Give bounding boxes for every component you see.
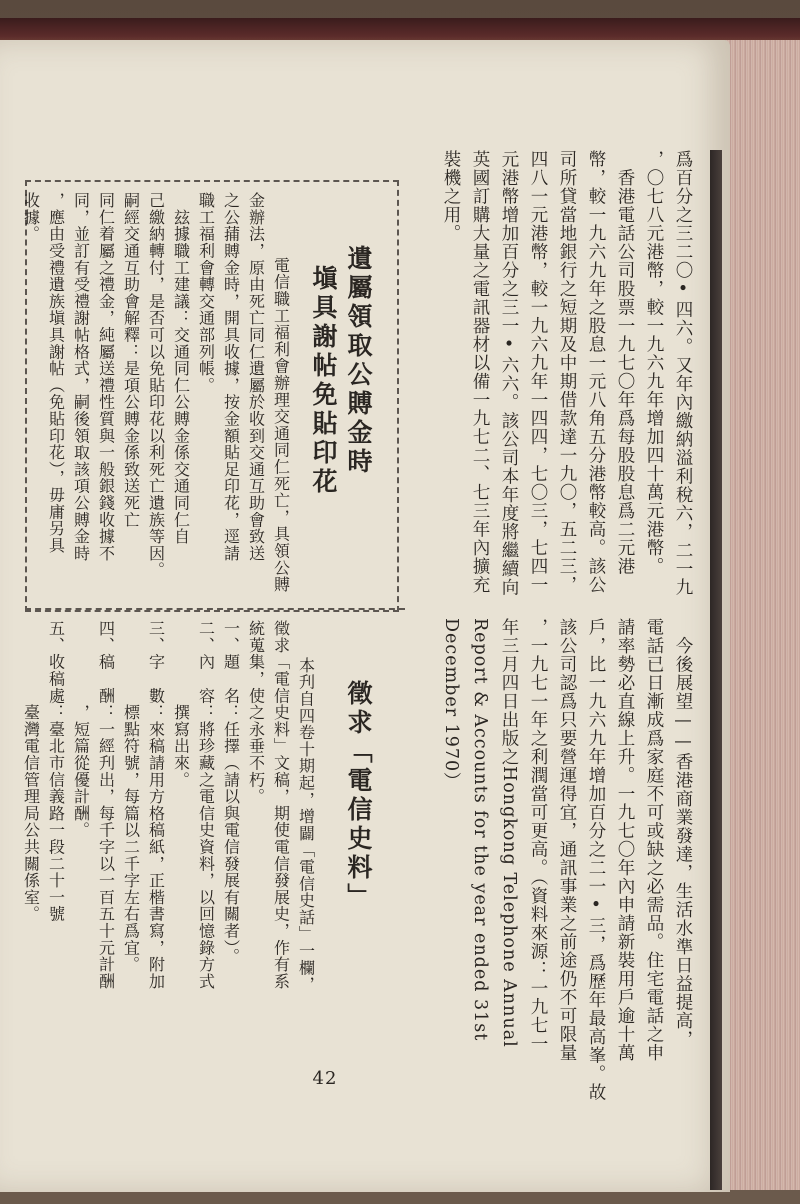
text-column: 己繳納轉付，是否可以免貼印花以利死亡遺族等因。: [146, 192, 166, 579]
text-column: 五、收稿處：臺北市信義路一段二十一號: [46, 620, 66, 923]
text-column: 撰寫出來。: [171, 620, 191, 788]
text-column: 電信職工福利會辦理交通同仁死亡，具領公賻: [271, 240, 291, 593]
text-column: 標點符號，每篇以二千字左右爲宜。: [121, 620, 141, 973]
text-column: 該公司認爲只要營運得宜，通訊事業之前途仍不可限量: [557, 618, 577, 1062]
text-column: 四八一元港幣，較一九六九年一四四，七〇三，七四一: [528, 150, 548, 594]
text-column: 司所貸當地銀行之短期及中期借款達一九〇，五二三，: [557, 150, 577, 594]
text-column: 香港電話公司股票一九七〇年爲每股股息爲二元港: [615, 150, 635, 576]
call-for-papers-title: 徵求「電信史料」: [344, 680, 373, 912]
notice-title-line-2: 塡具謝帖免貼印花: [309, 265, 338, 497]
text-column: December 1970）: [441, 618, 461, 791]
text-column: 四、稿 酬：一經刋出，每千字以一百五十元計酬: [96, 620, 116, 990]
text-column: 金辦法，原由死亡同仁遺屬於收到交通互助會致送: [246, 192, 266, 562]
text-column: 今後展望——香港商業發達，生活水準日益提高，: [673, 618, 693, 1049]
text-column: 裝機之用。: [441, 150, 461, 243]
text-column: 臺灣電信管理局公共關係室。: [21, 620, 41, 923]
text-column: ，短篇從優計酬。: [71, 620, 91, 839]
text-column: 英國訂購大量之電訊器材以備一九七二、七三年內擴充: [470, 150, 490, 594]
text-column: 元港幣增加百分之三一•六六。該公司本年度將繼續向: [499, 150, 519, 597]
text-column: 戶，比一九六九年增加百分之二一•三，爲歷年最高峯。故: [586, 618, 606, 1102]
text-column: ，一九七一年之利潤當可更高。（資料來源：一九七一: [528, 618, 548, 1054]
text-column: 同仁着屬之禮金，純屬送禮性質與一般銀錢收據不: [96, 192, 116, 562]
text-column: 年三月四日出版之Hongkong Telephone Annual: [499, 618, 519, 1048]
text-column: 一、題 名：任擇（請以與電信發展有關者）。: [221, 620, 241, 965]
text-column: 請率勢必直線上升。一九七〇年內申請新裝用戶逾十萬: [615, 618, 635, 1062]
text-column: 徵求「電信史料」文稿，期使電信發展史，作有系: [271, 620, 291, 990]
text-column: 電話已日漸成爲家庭不可或缺之必需品。住宅電話之申: [644, 618, 664, 1062]
text-column: Report & Accounts for the year ended 31st: [470, 618, 490, 1042]
text-column: 爲百分之三二〇•四六。又年內繳納溢利稅六，二一九: [673, 150, 693, 597]
text-column: 二、內 容：將珍藏之電信史資料，以回憶錄方式: [196, 620, 216, 990]
page-number: 42: [312, 1068, 338, 1089]
text-column: 玆據職工建議：交通同仁公賻金係交通同仁自: [171, 192, 191, 545]
text-column: 本刋自四卷十期起，增闢「電信史話」一欄，: [296, 640, 316, 993]
text-column: 職工福利會轉交通部列帳。: [196, 192, 216, 394]
page-gutter-shadow: [710, 150, 722, 1190]
page-edges: [720, 40, 800, 1190]
dashed-divider: [25, 608, 405, 610]
text-column: ，應由受禮遺族塡具謝帖（免貼印花），毋庸另具: [46, 192, 66, 554]
text-column: 三、字 數：來稿請用方格稿紙，正楷書寫，附加: [146, 620, 166, 990]
text-column: 幣，較一九六九年之股息一元八角五分港幣較高。該公: [586, 150, 606, 594]
text-column: 統蒐集，使之永垂不朽。: [246, 620, 266, 805]
notice-title-line-1: 遺屬領取公賻金時: [344, 245, 373, 477]
text-column: 嗣經交通互助會解釋：是項公賻金係致送死亡: [121, 192, 141, 528]
text-column: 同，並訂有受禮謝帖格式，嗣後領取該項公賻金時: [71, 192, 91, 562]
text-column: 之公蒱賻金時，開具收據，按金額貼足印花，逕請: [221, 192, 241, 562]
text-column: ，〇七八元港幣，較一九六九年增加四十萬元港幣。: [644, 150, 664, 576]
text-column: 收據。: [21, 192, 41, 243]
